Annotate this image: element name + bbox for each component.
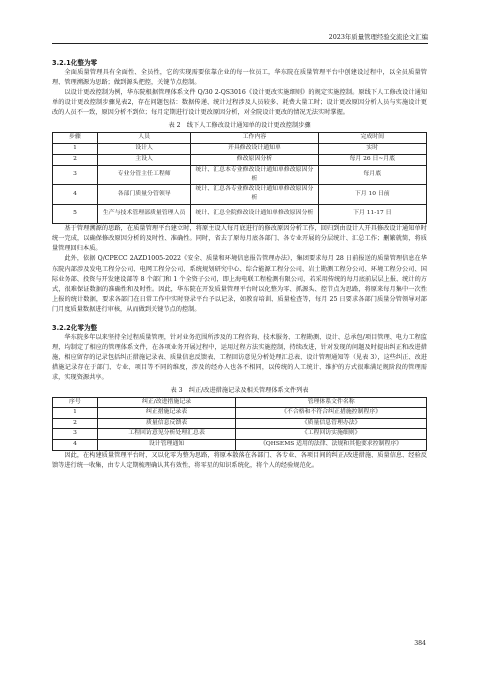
table-cell: 统计、汇总全院修改设计通知单修改原因分析 [191, 204, 318, 224]
table-cell: 纠正措施记录表 [97, 408, 235, 419]
table-header-cell: 人员 [97, 132, 191, 143]
page-content [52, 58, 427, 471]
table-cell: 各部门质量分管领导 [97, 185, 191, 205]
table-cell: 专业分管主任工程师 [97, 165, 191, 185]
table-cell: 《工程回访实施细则》 [236, 429, 427, 440]
table-cell: 统计、汇总各专业修改设计通知单修改原因分析 [191, 185, 318, 205]
paragraph: 基于管理溯源的思路，在质量管理平台建立时，将原主设人每月底进行的修改原因分析工作，回归到由设计人开具修改设计通知单时统一完成，以确保修改原因分析的及时性、准确性。同时，省去了原每月底各部门、各专业开展的分层统计、汇总工作；删繁就简，将质量管理回归本质。 [52, 225, 427, 253]
table-cell: 修改原因分析 [191, 154, 318, 165]
table-cell: 《质量信息管理办法》 [236, 418, 427, 429]
table-cell: 1 [53, 143, 98, 154]
table-cell: 下月 11-17 日 [318, 204, 426, 224]
table-2 [52, 132, 427, 225]
table-cell: 4 [53, 185, 98, 205]
paragraph: 以设计更改控制为例，华东院根据管理体系文件 Q/30 2-QS3016《设计更改实施细则》的规定实施控制。原线下人工修改设计通知单的设计更改控制步骤见表2，存在问题包括：数据传递、统计过程涉及人员较多、耗费大量工时；设计更改原因分析人员与实施设计更改的人员不一致，原因分析不到位；每月定期进行设计更改原因分析，对全院设计更改的情况无法实时掌握。 [52, 89, 427, 117]
table-header-cell: 完成时间 [318, 132, 426, 143]
table-cell: 质量信息反馈表 [97, 418, 235, 429]
paragraph: 全面质量管理具有全面性、全员性，它的实现需要依靠企业的每一位员工，华东院在质量管理平台中创建设过程中，以全员质量管理、管理溯源为思路；做到源头把控，关键节点控制。 [52, 69, 427, 87]
table-row [53, 440, 427, 451]
table-cell: 开具修改设计通知单 [191, 143, 318, 154]
table-cell: 《不合格和不符合纠正措施控制程序》 [236, 408, 427, 419]
table-3-caption: 表 3 纠正/改进措施记录及相关管理体系文件列表 [170, 386, 309, 394]
header-title: 2023年质量管理经验交流论文汇编 [328, 33, 428, 41]
table-cell: 每月 26 日~月底 [318, 154, 426, 165]
table-header-cell: 管理体系文件名称 [236, 397, 427, 408]
table-row [53, 143, 427, 154]
table-header-cell: 步骤 [53, 132, 98, 143]
table-header-cell: 工作内容 [191, 132, 318, 143]
table-cell: 工程回访意见分析处理汇总表 [97, 429, 235, 440]
table-cell: 每月底 [318, 165, 426, 185]
table-row [53, 185, 427, 205]
table-cell: 《QHSEMS 适用的法律、法规和其他要求控制程序》 [236, 440, 427, 451]
paragraph: 因此，在构建质量管理平台时，又以化零为整为思路，将原本散落在各部门、各专业、各项目间的纠正/改进措施、质量信息、经验反馈等进行统一收集，由专人定期梳理确认其有效性，将零星的知识系统化，将个人的经验规范化。 [52, 451, 427, 469]
table-row [53, 154, 427, 165]
table-row [53, 429, 427, 440]
table-cell: 2 [53, 154, 98, 165]
table-cell: 实时 [318, 143, 426, 154]
table-row [53, 204, 427, 224]
table-2-caption: 表 2 线下人工修改设计通知单的设计更改控制步骤 [168, 121, 311, 129]
table-header-cell: 序号 [53, 397, 98, 408]
table-cell: 生产与技术管理部质量管理人员 [97, 204, 191, 224]
table-cell: 5 [53, 204, 98, 224]
table-header-cell: 纠正/改进措施记录 [97, 397, 235, 408]
table-row [53, 165, 427, 185]
table-cell: 3 [53, 429, 98, 440]
section-heading-3-2-1: 3.2.1化整为零 [52, 59, 98, 67]
table-cell: 3 [53, 165, 98, 185]
table-header-row [53, 397, 427, 408]
table-cell: 下月 10 日前 [318, 185, 426, 205]
paragraph: 华东院多年以来坚持全过程质量管理，针对业务范围所涉及的工程咨询、技术服务、工程勘测、设计、总承包/项目管理、电力工程监理，均制定了相应的管理体系文件，在各项业务开展过程中，运用过程方法实施控制，持续改进，针对发现的问题及时提出纠正和改进措施，相应留存的记录包括纠正措施记录表、质量信息反馈表、工程回访意见分析处理汇总表、设计管理通知等（见表 3），这些纠正、改进措施记录存在于部门、专业、项目等不同的维度，涉及的经办人也各不相同，以传统的人工统计、维护的方式很难满足规阶段的管理需求，实现资源共享。 [52, 334, 427, 382]
table-cell: 4 [53, 440, 98, 451]
table-cell: 2 [53, 418, 98, 429]
table-cell: 设计人 [97, 143, 191, 154]
table-row [53, 408, 427, 419]
table-cell: 主设人 [97, 154, 191, 165]
page-header [52, 32, 428, 44]
spacer [52, 315, 427, 323]
table-cell: 1 [53, 408, 98, 419]
table-header-row [53, 132, 427, 143]
table-row [53, 418, 427, 429]
table-3 [52, 397, 427, 451]
paragraph: 此外，依据 Q/CPECC 2AZD1005-2022《安全、质量和环境信息报告管理办法》，集团要求每月 28 日前报送的质量管理信息在华东院内部涉及发电工程分公司、电网工程分公司、系统规划研究中心、综合能源工程分公司、岩土勘测工程分公司、环境工程分公司、国际业务部、投资与开发建设部等 8 个部门和 1 个全资子公司，即上海电联工程检测有限公司，若采用传统的每月底前层层上报、统计的方式，很难保证数据的准确性和及时性。因此，华东院在开发质量管理平台时以化整为零、抓源头、控节点为思路，将原来每月集中一次性上报的统计数据，要求各部门在日常工作中实时登录平台予以记录，如教育培训、质量检查等，每月 25 日要求各部门质量分管领导对部门月度质量数据进行审核，从而做到关键节点的控制。 [52, 255, 427, 313]
table-cell: 设计管理通知 [97, 440, 235, 451]
section-heading-3-2-2: 3.2.2化零为整 [52, 324, 98, 332]
table-cell: 统计、汇总本专业修改设计通知单修改原因分析 [191, 165, 318, 185]
page-number: 384 [414, 640, 426, 647]
